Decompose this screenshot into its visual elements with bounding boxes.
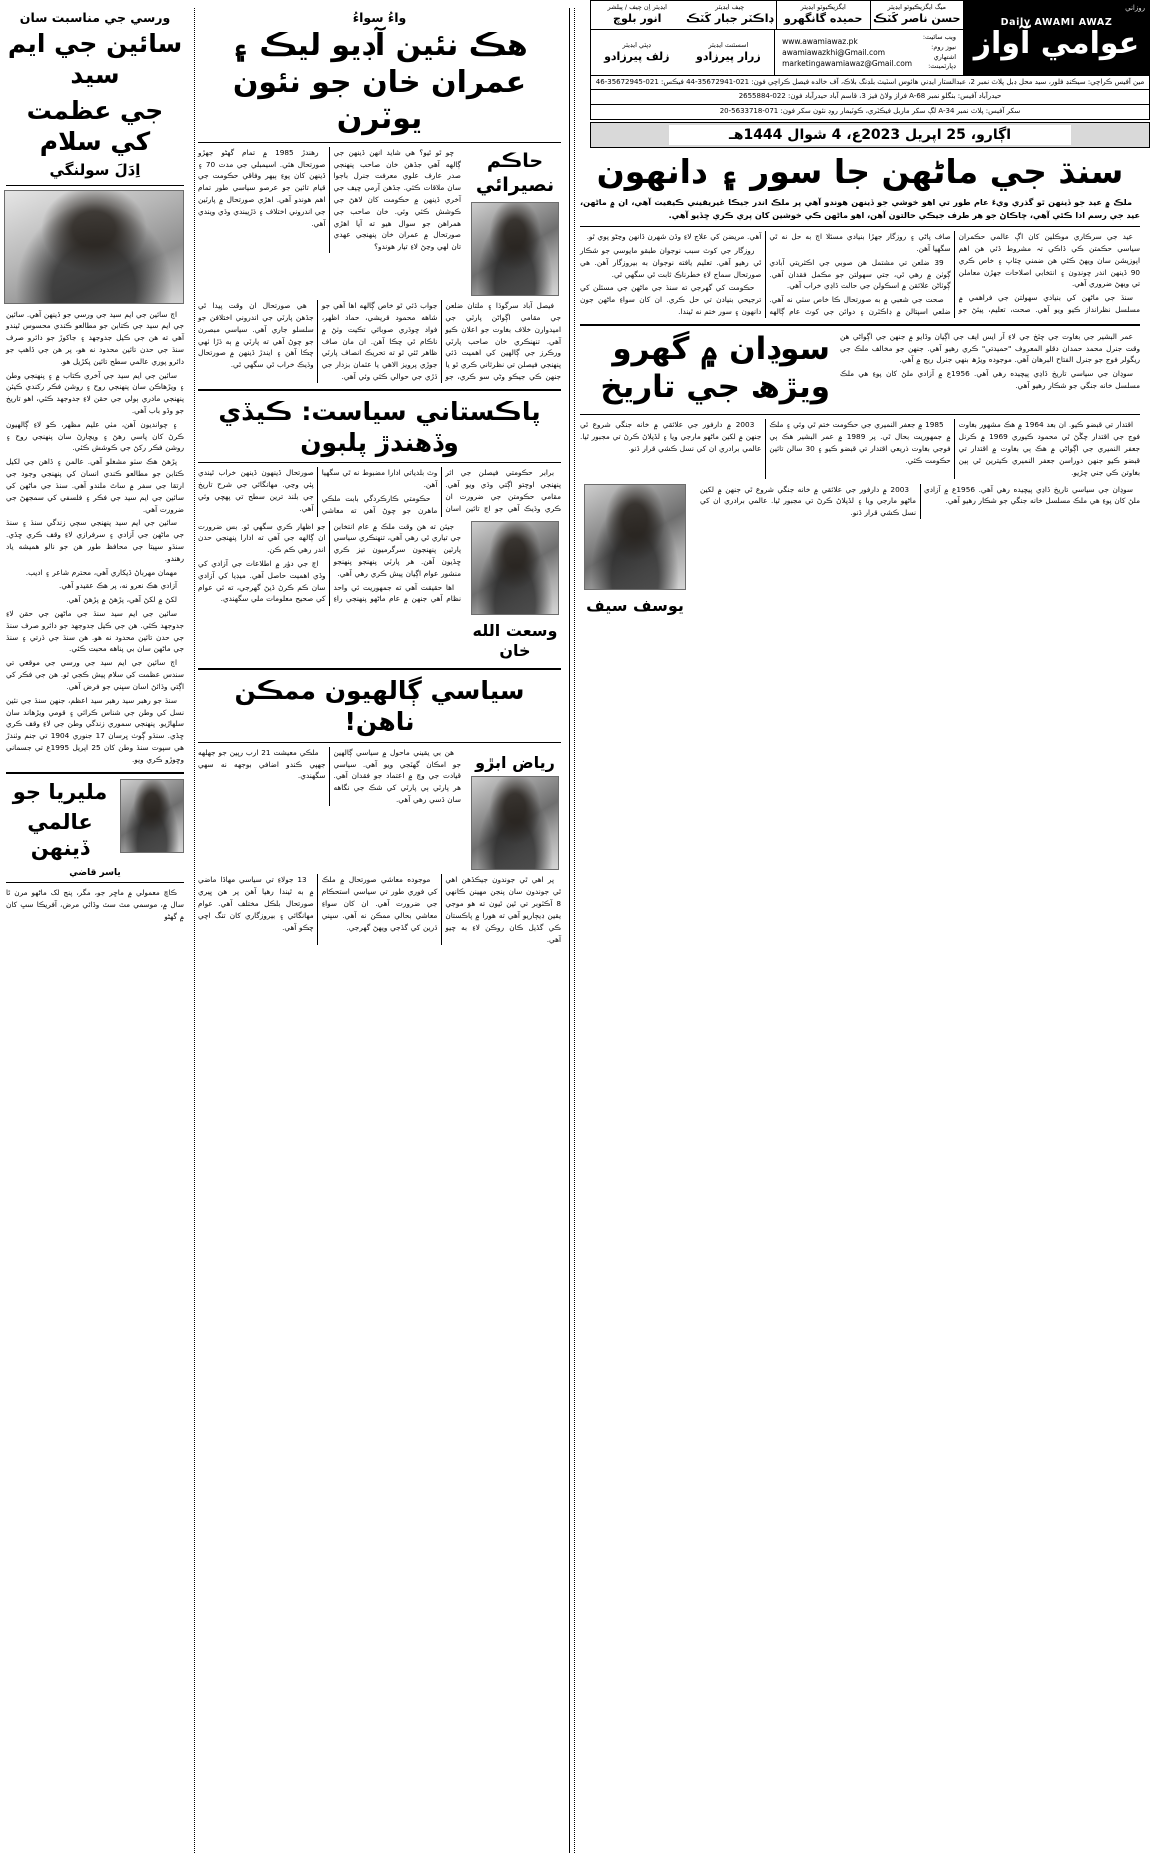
contact-label-web: ويب سائيٽ:: [922, 33, 956, 41]
paragraph: آزادي هڪ نعرو نه، پر هڪ عقيدو آهي.: [59, 581, 177, 591]
article-mid-second-body-bottom: [198, 521, 461, 607]
vertical-divider-right: [574, 8, 575, 1853]
divider: [580, 414, 1140, 415]
paragraph: اڄ سائين جي ايم سيد جي ورسي جي موقعي تي سندس عظمت کي سلام پيش ڪجي ٿو. هن جي فڪر کي اڳتي وڌائڻ اسان سڀني جو فرض آهي.: [6, 658, 184, 691]
masthead-logo-sindhi: عوامي آواز: [973, 26, 1140, 61]
divider: [198, 668, 561, 670]
article-right-second: [580, 331, 1140, 616]
date-bar-shade: [591, 123, 1149, 147]
paragraph: ملڪ ۾ عيد جو ڏينهن ٿو گذري ويءَ عام طور تي اهو خوشي جو ڏينهن هوندو آهي پر ملڪ اندر جيڪا غيريقيني ڪيفيت آهي، ان ۾ ماڻهن، عيد جي رسم ادا ڪئي آهي، چاڪاڻ جو هر طرف جيڪي حالتون آهن، اهو ماڻهن ڪي خوشين کان پري ڪري ڇڏيو آهي.: [580, 197, 1140, 221]
article-left-main-headline-1: سائين جي ايم سيد: [7, 29, 183, 90]
article-mid-main: [198, 10, 561, 383]
staff-name: زلف پيرزادو: [604, 49, 670, 63]
paragraph: 13 جولاءِ تي سياسي مهاڏا ماضي ۾ به ٿيندا رهيا آهن پر هن ڀيري صورتحال بلڪل مختلف آهي. عوام مهانگائي ۽ بيروزگاري کان تنگ اچي چڪو آهي.: [198, 875, 314, 932]
divider: [6, 185, 184, 186]
masthead-logo-english: Daily AWAMI AWAZ: [1000, 17, 1113, 28]
article-mid-second-body-top: [198, 467, 561, 516]
paragraph: سنڌ جي ماڻهن کي بنيادي سهولتن جي فراهمي ۾ مسلسل نظرانداز ڪيو ويو آهي. صحت، تعليم، پيئڻ جو صاف پاڻي ۽ روزگار جهڙا بنيادي مسئلا اڄ به حل نه ٿي سگهيا آهن.: [769, 232, 1140, 314]
article-left-main-headline-2: جي عظمت کي سلام: [26, 95, 164, 156]
vertical-divider-left: [194, 8, 195, 1853]
divider: [6, 772, 184, 774]
article-right-main-headline: سنڌ جي ماڻهن جا سور ۽ دانهون: [596, 152, 1124, 191]
staff-role: ايگزيڪيوٽو ايڊيٽر: [800, 3, 846, 12]
paragraph: 2003 ۾ دارفور جي علائقي ۾ خانه جنگي شروع ٿي جنهن ۾ لکين ماڻهو مارجي ويا ۽ لڏپلاڻ ڪرڻ تي مجبور ٿيا. عالمي برادري ان کي نسل ڪشي قرار ڏنو.: [580, 420, 762, 454]
paragraph: عيد جي سرڪاري موڪلين کان اڳ عالمي حڪمران سياسي حڪمتن ڪي ڏاڪي تہ مشروط ڏئي هن اهم اپوزيشن سان ويهڻ ڪئي هن ضمني چئاپ ۽ خاص ڪري 90 ڏينهن اندر چونڊون ۽ انتخابي اصلاحات جهڙن معاملن تي ويهڻ ضروري آهي.: [958, 232, 1140, 289]
masthead-address-hyderabad: حيدرآباد آفيس: بنگلو نمبر A-68 فراز ولاڻ فيز 3، قاسم آباد حيدرآباد فون: 022-2655884: [591, 89, 1149, 103]
paragraph: لکڻ ۾ لکڻ آهي، پڙهڻ ۾ پڙهڻ آهي.: [66, 595, 177, 605]
contact-label-newsroom: نيوز روم:: [931, 42, 956, 51]
contact-website[interactable]: www.awamiawaz.pk: [782, 36, 858, 46]
staff-cell-4: [683, 30, 776, 75]
paragraph: 39 ضلعن تي مشتمل هن صوبي جي اڪثريتي آبادي ڳوٺن ۾ رهي ٿي، جتي سهولتن جو مڪمل فقدان آهي. ڳوٺاڻن علائقن ۾ اسڪولن جي حالت ڏاڍي خراب آهي.: [769, 257, 951, 291]
divider: [198, 142, 561, 143]
portrait-riaz-abro: [471, 776, 559, 870]
article-mid-third-body-bottom: [198, 874, 561, 945]
article-mid-second-headline: پاڪستاني سياست: ڪيڏي وڏهندڙ پلبون: [218, 396, 541, 458]
staff-role: ڊپٽي ايڊيٽر: [622, 40, 652, 49]
article-right-author: يوسف سيف: [586, 595, 684, 615]
article-mid-third-headline: سياسي ڳالهيون ممڪن ناهن!: [234, 676, 525, 737]
divider: [580, 324, 1140, 326]
article-left-bottom: [6, 779, 184, 923]
article-right-main-lead: [580, 196, 1140, 222]
staff-name: انور بلوچ: [613, 12, 662, 26]
divider: [198, 742, 561, 743]
paragraph: روزگار جي کوٽ سبب نوجوان طبقو مايوسي جو شڪار ٿي رهيو آهي. تعليم يافته نوجوان به بيروزگار آهن. هي صورتحال سماج لاءِ خطرناڪ ثابت ٿي سگهي ٿي.: [580, 245, 762, 279]
portrait-wusatullah-khan: [471, 521, 559, 615]
staff-role: ايڊيٽر اِن چيف / پبلشر: [607, 3, 667, 12]
staff-role: چيف ايڊيٽر: [715, 3, 745, 12]
staff-cell-5: [591, 30, 683, 75]
divider: [198, 462, 561, 463]
paragraph: هن بي يقيني ماحول ۾ سياسي ڳالهين جو امڪان گهٽجي ويو آهي. سياسي قيادت جي وچ ۾ اعتماد جو فقدان آهي. هر پارٽي ٻي پارٽي کي شڪ جي نگاهه سان ڏسي رهي آهي.: [333, 747, 461, 804]
paragraph: هي صورتحال ان وقت پيدا ٿي جڏهن پارٽي جي اندروني اختلافن جو سلسلو جاري آهي. سياسي مبصرن جو چوڻ آهي ته پارٽي ۾ ٻه ڌڙا ٺهي چڪا آهن ۽ ايندڙ ڏينهن ۾ صورتحال وڌيڪ خراب ٿي سگهي ٿي.: [198, 301, 314, 370]
article-mid-main-headline: هڪ نئين آڊيو ليڪ ۽ عمران خان جو نئون يوٽرن: [231, 28, 528, 137]
divider: [198, 389, 561, 391]
article-mid-main-kicker: واءُ سواءُ: [352, 10, 407, 25]
article-right-main-body: [580, 231, 1140, 318]
staff-name: حسن ناصر کَٽڪ: [873, 12, 961, 26]
article-left-bottom-byline: ياسر قاضي: [69, 868, 121, 879]
paragraph: حڪومتي ڪارڪردگي بابت ملڪي ماهرن جو چوڻ آهي ته معاشي صورتحال ڏينهون ڏينهن خراب ٿيندي پئي وڃي. مهانگائي جي شرح تاريخ جي بلند ترين سطح تي پهچي وئي آهي.: [198, 468, 438, 515]
article-mid-main-body-bottom: [198, 300, 561, 383]
article-right-second-headline: سوڍان ۾ گهرو ويڙھ جي تاريخ: [600, 330, 830, 405]
column-middle: [190, 8, 570, 1853]
article-left-main-byline: اِدَلَ سولنگي: [49, 161, 141, 179]
paragraph: چو ٿو ٿيو؟ هي شايد انهن ڏينهن جي ڳالهه آهي جڏهن خان صاحب پنهنجي صدر عارف علوي معرفت جنرل باجوا سان ملاقات ڪئي. جڏهن آرمي چيف جي آخري ڏينهن ۾ حڪومت کان لاهڻ جي ڪوشش ڪئي وئي. خان صاحب جي همراهن جو سوال هيو ته آيا اهڙي صورتحال ۾ عمران خان پنهنجي عهدي تان لهي وڃڻ لاءِ تيار هوندو؟: [333, 147, 461, 252]
paragraph: فيصل آباد سرگوڌا ۽ ملتان ضلعن جي مقامي اڳواڻن پارٽي جي اميدوارن خلاف بغاوت جو اعلان ڪيو آهي. تنهنڪري خان صاحب پارٽي ورڪرز جي ڳالهين کي اهميت ڏئي پنهنجي فيصلن تي نظرثاني ڪري ٿو يا جنهن ڪي جيڪو وڻي سو ڪري، جو جواب ڏئي ٿو خاص ڳالهه اها آهي جو شاهه محمود قريشي، حماد اظهر، فواد چوڌري صوبائي تڪيت وٺڻ ۾ ناڪام ٿي چڪا آهن. ان مان صاف ظاهر ٿئي ٿو ته تحريڪ انصاف پارٽي جوڙي پرويز الاهي يا عثمان بزدار جي ڌڙي جي حوالي ڪئي وئي آهي.: [321, 301, 561, 382]
paragraph: ڪاڇ معمولي ۾ ماڇر جو، مگر، پنج لک ماڻهو مرن ٿا سال ۾، موسمي مٽ سٽ وڏائي مرض، آفريڪا سڀ کان ۾ گهڻو: [6, 888, 184, 921]
paragraph: سوڍان جي سياسي تاريخ ڏاڍي پيچيده رهي آهي. 1956ع ۾ آزادي ملڻ کان پوءِ هي ملڪ مسلسل خانه جنگي جو شڪار رهيو آهي.: [924, 484, 1140, 506]
article-right-second-body: [580, 419, 1140, 478]
portrait-yousuf-saif: [584, 484, 686, 590]
masthead-logo: [964, 1, 1149, 75]
article-mid-third-body-top: [198, 747, 461, 806]
staff-role: اسسٽنٽ ايڊيٽر: [708, 40, 749, 49]
paragraph: حڪومت کي گهرجي ته سنڌ جي ماڻهن جي مسئلن کي ترجيحي بنيادن تي حل ڪري. ان کان سواءِ ماڻهن جون دانهون ۽ سور ختم نه ٿيندا.: [580, 283, 762, 316]
portrait-yasir-qazi: [120, 779, 184, 853]
article-left-bottom-headline-1: ملیریا جو: [12, 779, 108, 804]
masthead-contact: [775, 30, 964, 75]
divider: [6, 882, 184, 883]
masthead-staff-row-1: [591, 1, 964, 30]
paragraph: 1985 ۾ جعفر النميري جي حڪومت ختم ٿي وئي ۽ ملڪ ۾ جمهوريت بحال ٿي. پر 1989 ۾ عمر البشير هڪ ٻي فوجي بغاوت ذريعي اقتدار تي قبضو ڪيو ۽ 30 سالن تائين حڪومت ڪئي.: [769, 420, 951, 465]
staff-cell-2: [684, 1, 778, 29]
staff-cell-3: [591, 1, 684, 29]
masthead-staff: [591, 1, 964, 75]
column-left: [0, 8, 190, 1853]
date-text: اڳارو، 25 اپريل 2023ع، 4 شوال 1444هـ: [669, 125, 1071, 145]
article-left-bottom-body: [6, 887, 184, 922]
contact-email-news[interactable]: awamiawazkhi@Gmail.com: [782, 47, 886, 57]
article-right-second-body-tail: [700, 484, 1140, 519]
article-mid-second: [198, 396, 561, 662]
paragraph: جيئن ته هن وقت ملڪ ۾ عام انتخابن جي تياري ٿي رهي آهي، تنهنڪري سياسي پارٽين پنهنجون سرگرميون تيز ڪري ڇڏيون آهن. هر پارٽي پنهنجو پنهنجو منشور عوام اڳيان پيش ڪري رهي آهي.: [333, 521, 461, 578]
paragraph: سائين جي ايم سيد پنهنجي سڄي زندگي سنڌ ۽ سنڌ جي ماڻهن جي آزادي ۽ سرفرازي لاءِ وقف ڪري ڇڏي. سنڌو سڀيتا جي محافظ طور هن جو نالو هميشه ياد رهندو.: [6, 518, 184, 563]
paragraph: ۽ چوانديون آهن، مٺي عليم مظهر، ڪو لاءِ ڳالهيون ڪرڻ کان پاسي رهڻ ۽ ويچارڻ سان پنهنجي روح ۽ روشن فڪر رکڻ جي ڪوشش ڪئي.: [6, 419, 184, 453]
portrait-gm-syed: [4, 190, 184, 304]
paragraph: سوڍان جي سياسي تاريخ ڏاڍي پيچيده رهي آهي. 1956ع ۾ آزادي ملڻ کان پوءِ هي ملڪ مسلسل خانه جنگي جو شڪار رهيو آهي.: [840, 369, 1140, 391]
article-mid-second-author: وسعت الله خان: [472, 620, 558, 661]
masthead: [590, 0, 1150, 120]
paragraph: سائين جي ايم سيد جي آخري ڪتاب ۾ ۽ پنهنجي وطن ۽ ويڙهاڪن سان پنهنجي روح ۽ روشن فڪر رکندي ڪيئن پنهنجي مادري ٻولي جي حقن لاءِ جدوجهد ڪئي، اهو تاريخ جو وڏو باب آهي.: [6, 370, 184, 415]
masthead-address-karachi: مين آفيس ڪراچي: سيڪنڊ فلور، سيد محل ڊبل پلاٽ نمبر 2، عبدالستار ايڊني هائوس اسٽيٽ بلڊنگ بلاڪ، آف خالده فيصل ڪراچي فون: 021-35672941-44 فيڪس: 021-35672945-46: [591, 75, 1149, 89]
paragraph: عمر البشير جي بغاوت جي چٽخ جي لاءِ آر ايس ايف جي اڳيان وڏايو ۾ جنهن جي اڳواڻي هن وقت جنرل محمد حمدان دقلو المعروف "حميدتي" ڪري رهيو آهي. جنهن جو مخالف ملڪ جي ريگولر فوج جو جنرل الفتاح البرهان آهي. موجوده ويڙھ بنهي جنرل ريج ۾ آهي.: [840, 331, 1140, 365]
portrait-hakim-nasirai: [471, 202, 559, 296]
masthead-top: [591, 1, 1149, 75]
masthead-staff-row-2: [591, 30, 964, 75]
paragraph: صحت جي شعبي ۾ به صورتحال ڪا خاص سٺي نه آهي. ضلعي اسپتالن ۾ ڊاڪٽرن ۽ دوائن جي کوٽ عام ڳالهه آهي. مريضن کي علاج لاءِ وڏن شهرن ڏانهن وڃڻو پوي ٿو.: [586, 232, 951, 316]
staff-name: ڊاڪٽر جبار کَٽڪ: [686, 12, 774, 26]
article-right-main: [580, 152, 1140, 318]
article-mid-main-author: حاڪم نصيرائي: [475, 149, 555, 197]
paragraph: پڙهڻ هڪ سٺو مشغلو آهي. عالمن ۽ ڏاهن جي لکيل ڪتابن جو مطالعو ڪندي انسان کي پنهنجي وجود جي ارتقا جي سفر ۾ ساٿ ملندو آهي. سنڌ جي ماڻهن کي سائين جي ايم سيد جي فڪر ۽ فلسفي کي سمجهڻ جي ضرورت آهي.: [6, 457, 184, 514]
paragraph: برابر حڪومتي فيصلن جي اثر پنهنجي اوچتو اڳتي وڌي ويو آهي. مقامي حڪومتن جي ضرورت ان ڪري وڌيڪ آهي جو اڄ تائين اسان وٽ بلدياتي ادارا مضبوط نه ٿي سگهيا آهن.: [321, 468, 561, 513]
contact-label-ads: اشتهاري ڊپارٽمينٽ:: [928, 52, 956, 71]
article-mid-main-body-top: [198, 147, 461, 253]
date-bar: [590, 122, 1150, 148]
paragraph: اڄ جي دؤر ۾ اطلاعات جي آزادي کي وڏي اهميت حاصل آهي. ميڊيا کي آزادي سان ڪم ڪرڻ ڏيڻ گهرجي، ته ئي عوام کي صحيح معلومات ملي سگهندي.: [198, 559, 326, 604]
paragraph: اها حقيقت آهي ته جمهوريت ئي واحد نظام آهي جنهن ۾ عام ماڻهو پنهنجي راءِ جو اظهار ڪري سگهي ٿو. بس ضرورت ان ڳالهه جي آهي ته ادارا پنهنجي حدن اندر رهي ڪم ڪن.: [198, 521, 461, 604]
article-mid-third-author: رياض ابڙو: [475, 752, 555, 772]
article-left-bottom-headline-2: عالمي ڏينهن: [27, 809, 93, 861]
staff-cell-0: [871, 1, 965, 29]
staff-cell-1: [777, 1, 871, 29]
masthead-logo-corner: روزاني: [1125, 4, 1145, 12]
contact-email-marketing[interactable]: marketingawamiawaz@Gmail.com: [782, 59, 913, 69]
paragraph: اڄ سائين جي ايم سيد جي ورسي جو ڏينهن آهي. سائين جي ايم سيد جي ڪتابن جو مطالعو ڪندي محسوس ٿيندو آهي ته هن جي ڪيل جدوجهد ۽ جاکوڙ جو دائرو صرف سنڌ جي حدن تائين محدود نه هو، پر هن جي ڏاهپ جو دائرو پوري عالمي سطح تائين پکڙيل هو.: [6, 309, 184, 366]
article-left-main: [6, 10, 184, 766]
paragraph: ملڪي معيشت 21 ارب رپين جو جهلهه جهپي ڪندو اضافي بوجهه نه سهي سگهندي.: [198, 747, 326, 781]
staff-role: ميگ ايگزيڪيوٽو ايڊيٽر: [887, 3, 947, 12]
article-mid-third: [198, 675, 561, 945]
masthead-address-sukkur: سکر آفيس: پلاٽ نمبر A-34 لڳ سکر ماربل فيڪٽري، ڪوٽيمار روڊ نئون سکر فون: 071-5633718-20: [591, 104, 1149, 118]
paragraph: پر اهي ٿي جوندون جيڪڏهن اهي ٿي جوندون سان پنجن مهينن ڪانهي 8 آڪٽوبر تي ٿين ٿيون ته هو موجي يقين ڊيڄاريو آهي ته هورا ۾ پاڪستان ڪي گڏيل ڪان روڪن لاءِ به چيو آهي.: [445, 875, 561, 944]
paragraph: مهمان مهرباڻ ڏيکاري آهي، محترم شاعر ۽ اديب.: [25, 567, 177, 577]
staff-name: حميده گانگهرو: [784, 12, 863, 26]
article-right-second-body-intro: [840, 331, 1140, 394]
paragraph: موجوده معاشي صورتحال ۾ ملڪ کي فوري طور تي سياسي استحڪام جي ضرورت آهي. ان کان سواءِ معاشي بحالي ممڪن نه آهي. سڀني ڌرين کي گڏجي ويهڻ گهرجي.: [321, 875, 438, 932]
staff-name: زرار پيرزادو: [696, 49, 761, 63]
paragraph: 2003 ۾ دارفور جي علائقي ۾ خانه جنگي شروع ٿي جنهن ۾ لکين ماڻهو مارجي ويا ۽ لڏپلاڻ ڪرڻ تي مجبور ٿيا. عالمي برادري ان کي نسل ڪشي قرار ڏنو.: [700, 484, 916, 518]
divider: [580, 226, 1140, 227]
column-right: [570, 152, 1150, 1852]
paragraph: رهندڙ 1985 ۾ تمام گهڻو جهڙو صورتحال هئي. اسيمبلي جي مدت 70 ۽ ڏينهن کان پوءِ ٻيهر وفاقي حڪومت جي قيام تائين جو عرصو سياسي طور تمام اهم هوندو آهي. اهڙي صورتحال ۾ پارٽين جي اندروني اختلاف ۽ ڌڙيبندي وڌي ويندي آهي.: [198, 147, 326, 228]
paragraph: سائين جي ايم سيد سنڌ جي ماڻهن جي حقن لاءِ جدوجهد ڪئي. هن جي ڪيل جدوجهد جو دائرو صرف سنڌ جي حدن تائين محدود نه هو. هن سنڌ جي ڌرتي ۽ سنڌ جي ماڻهن سان بي پناهه محبت ڪئي.: [6, 609, 184, 654]
paragraph: سنڌ جو رهبر سيد رهبر سيد اعظم، جنهن سنڌ جي نئين نسل کي وطن جي شناس ڪرائي ۽ قومي ويڙهاند سان سلهاڙيو. پنهنجي سموري زندگي وطن جي لاءِ وقف ڪري ڇڏي. سنڌو ڳوٺ ڀرسان 17 جنوري 1904 تي جنم وٺندڙ هي سپوت سنڌ وطن کان 25 اپريل 1995ع تي جسماني وڇوڙو ڪري ويو.: [6, 695, 185, 764]
paragraph: اقتدار تي قبضو ڪيو. ان بعد 1964 ۾ هڪ مشهور بغاوت فوج جي اقتدار چڱڻ ٿي محمود ڪيوري 1969 ۾ ڪرنل جعفر النميري جي اڳواڻي ۾ هڪ ٻي بغاوت ۾ اقتدار تي قبضو ڪيو جنهن دوراسن جعفر النميري ڪيترين ٿي ٻين بغاوتن ڪي جني چڙيو.: [958, 420, 1140, 477]
article-left-main-kicker: ورسي جي مناسبت سان: [19, 10, 171, 25]
article-left-main-body: [6, 309, 184, 766]
